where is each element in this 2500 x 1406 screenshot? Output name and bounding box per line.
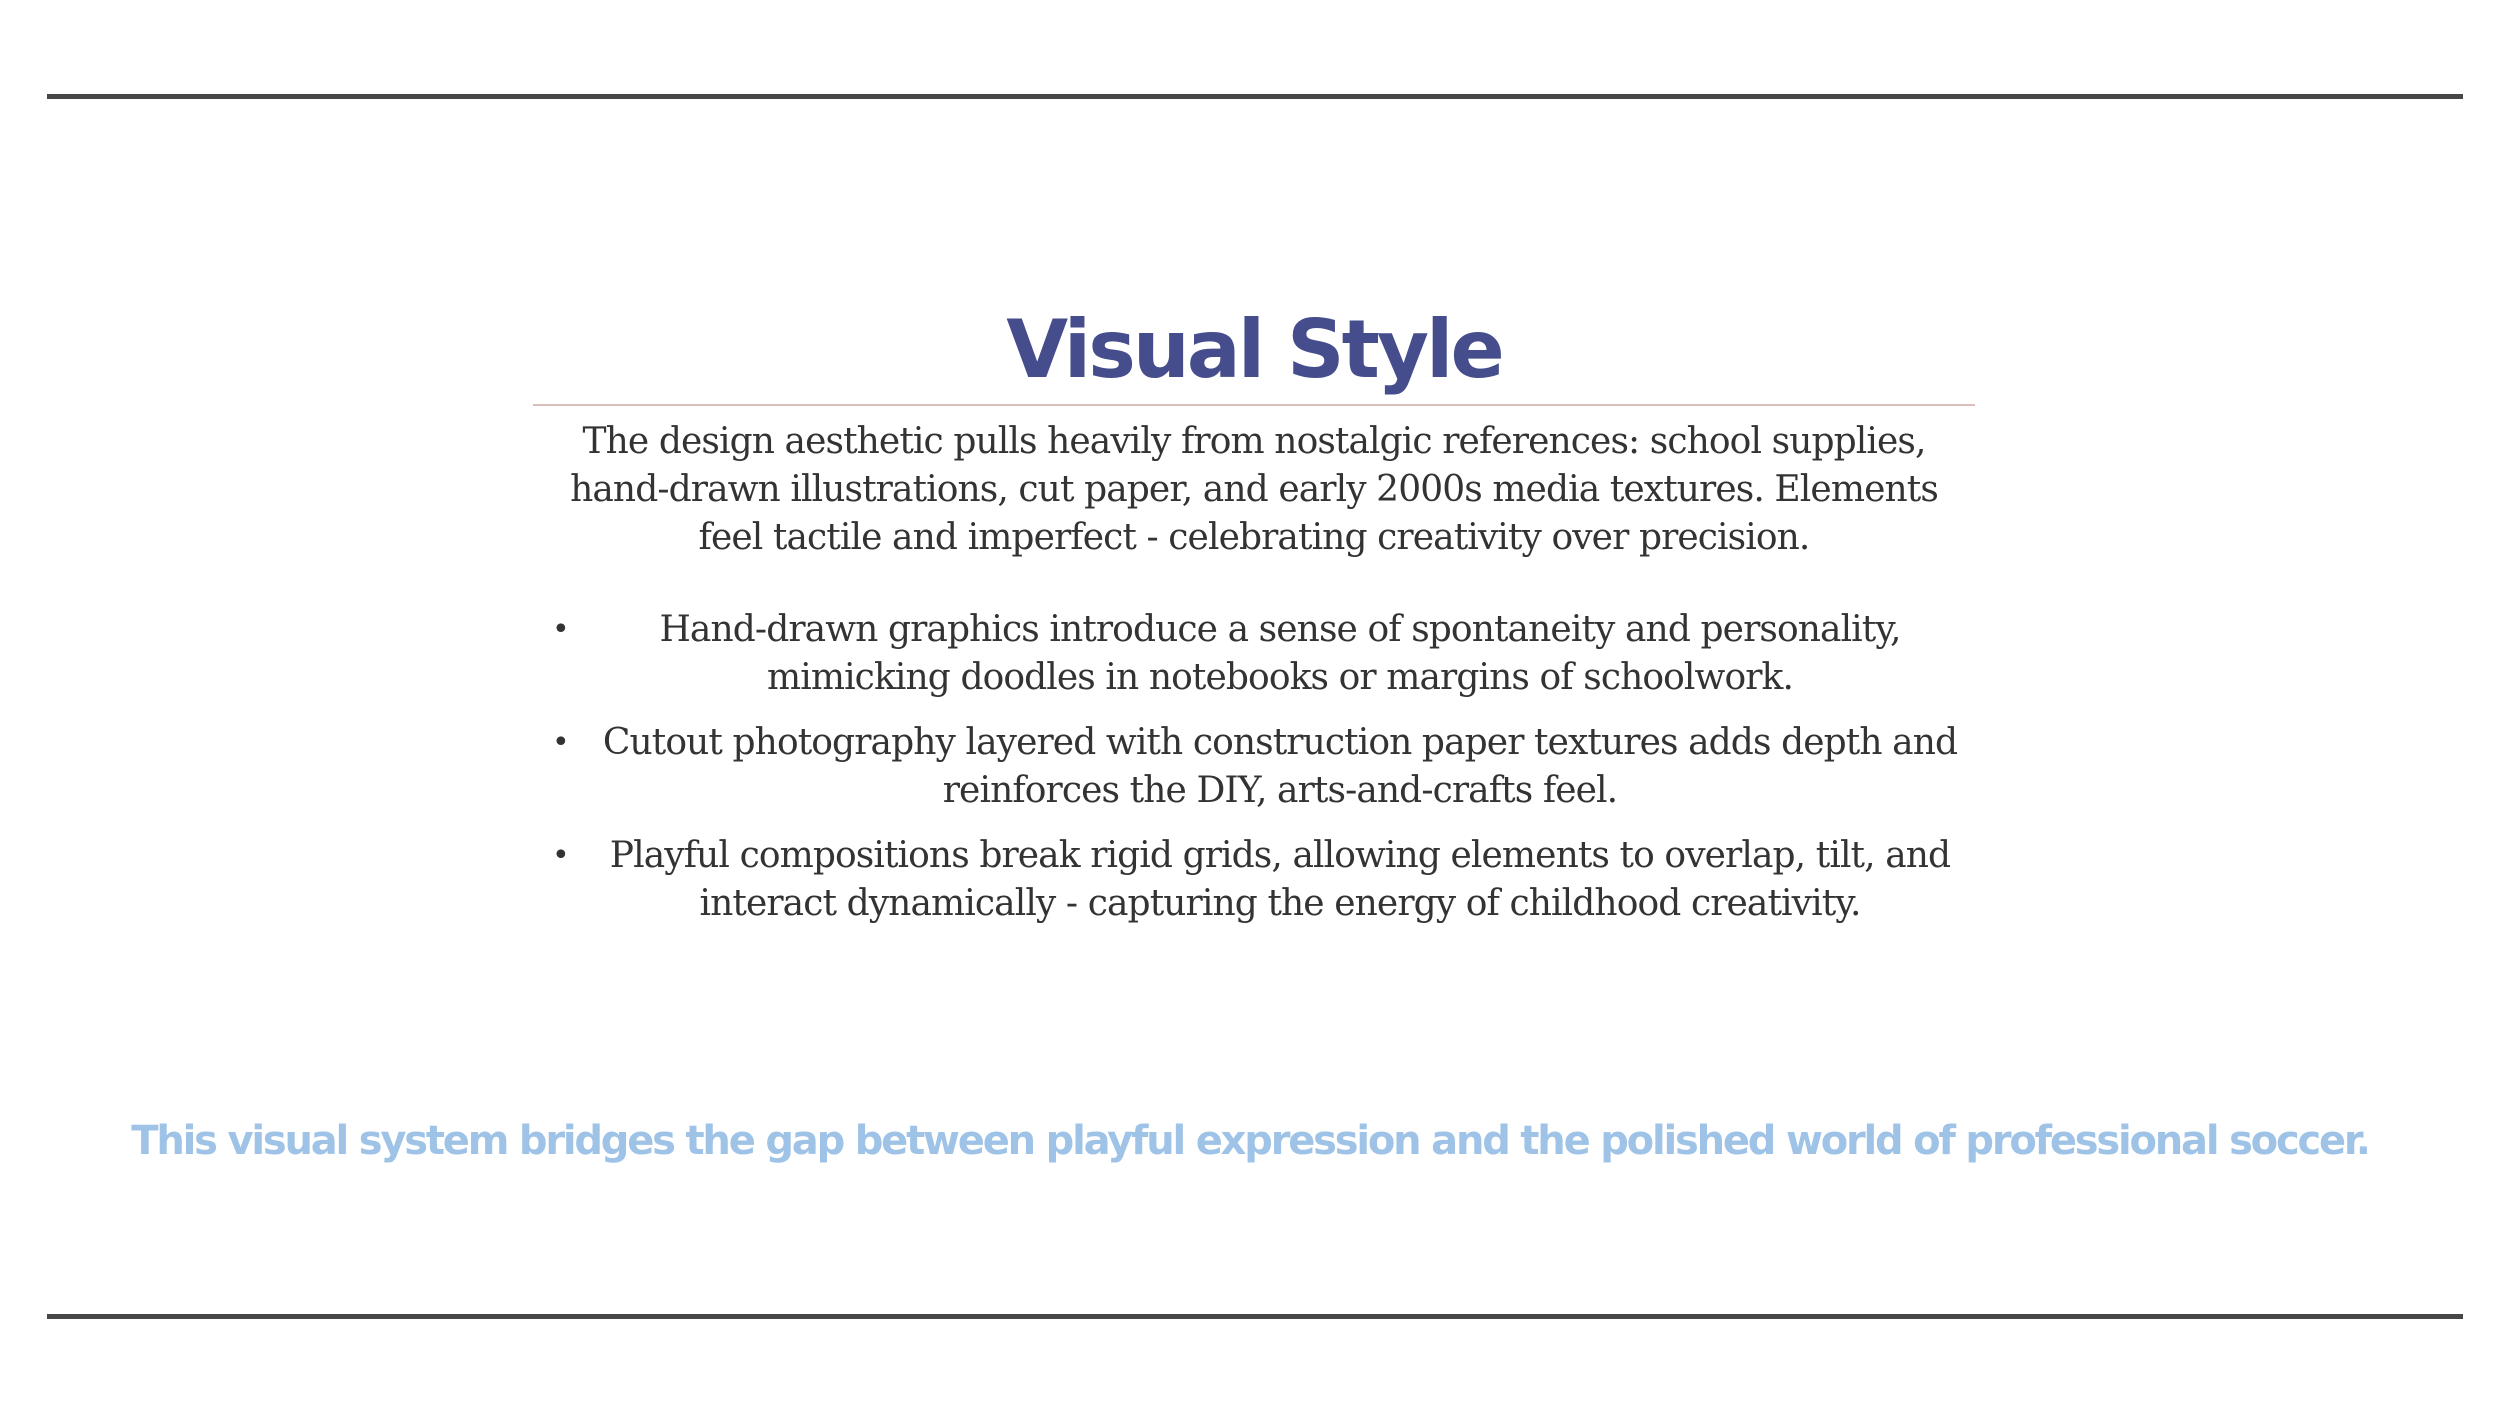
bullet-item (533, 719, 1975, 815)
title-divider (533, 404, 1975, 406)
bullet-list (533, 606, 1975, 928)
slide-title: Visual Style (1006, 303, 1502, 396)
tagline: This visual system bridges the gap between playful expression and the polished world of professional soccer. (131, 1118, 2369, 1164)
bullet-text: Cutout photography layered with construction paper textures adds depth and reinforces the DIY, arts-and-crafts feel. (602, 722, 1958, 811)
bullet-marker-icon: • (552, 838, 569, 873)
slide-content (533, 300, 1975, 945)
bullet-text: Playful compositions break rigid grids, allowing elements to overlap, tilt, and interact dynamically - capturing the energy of childhood creativity. (609, 835, 1951, 924)
bottom-rule (47, 1314, 2463, 1319)
bullet-item (533, 832, 1975, 928)
bullet-text: Hand-drawn graphics introduce a sense of spontaneity and personality, mimicking doodles in notebooks or margins of schoolwork. (659, 609, 1901, 698)
bullet-marker-icon: • (552, 725, 569, 760)
intro-paragraph: The design aesthetic pulls heavily from nostalgic references: school supplies, hand-drawn illustrations, cut paper, and early 2000s media textures. Elements feel tactile and imperfect - celebrating creativity over precision. (570, 421, 1938, 558)
bullet-item (533, 606, 1975, 702)
top-rule (47, 94, 2463, 99)
bullet-marker-icon: • (552, 612, 569, 647)
